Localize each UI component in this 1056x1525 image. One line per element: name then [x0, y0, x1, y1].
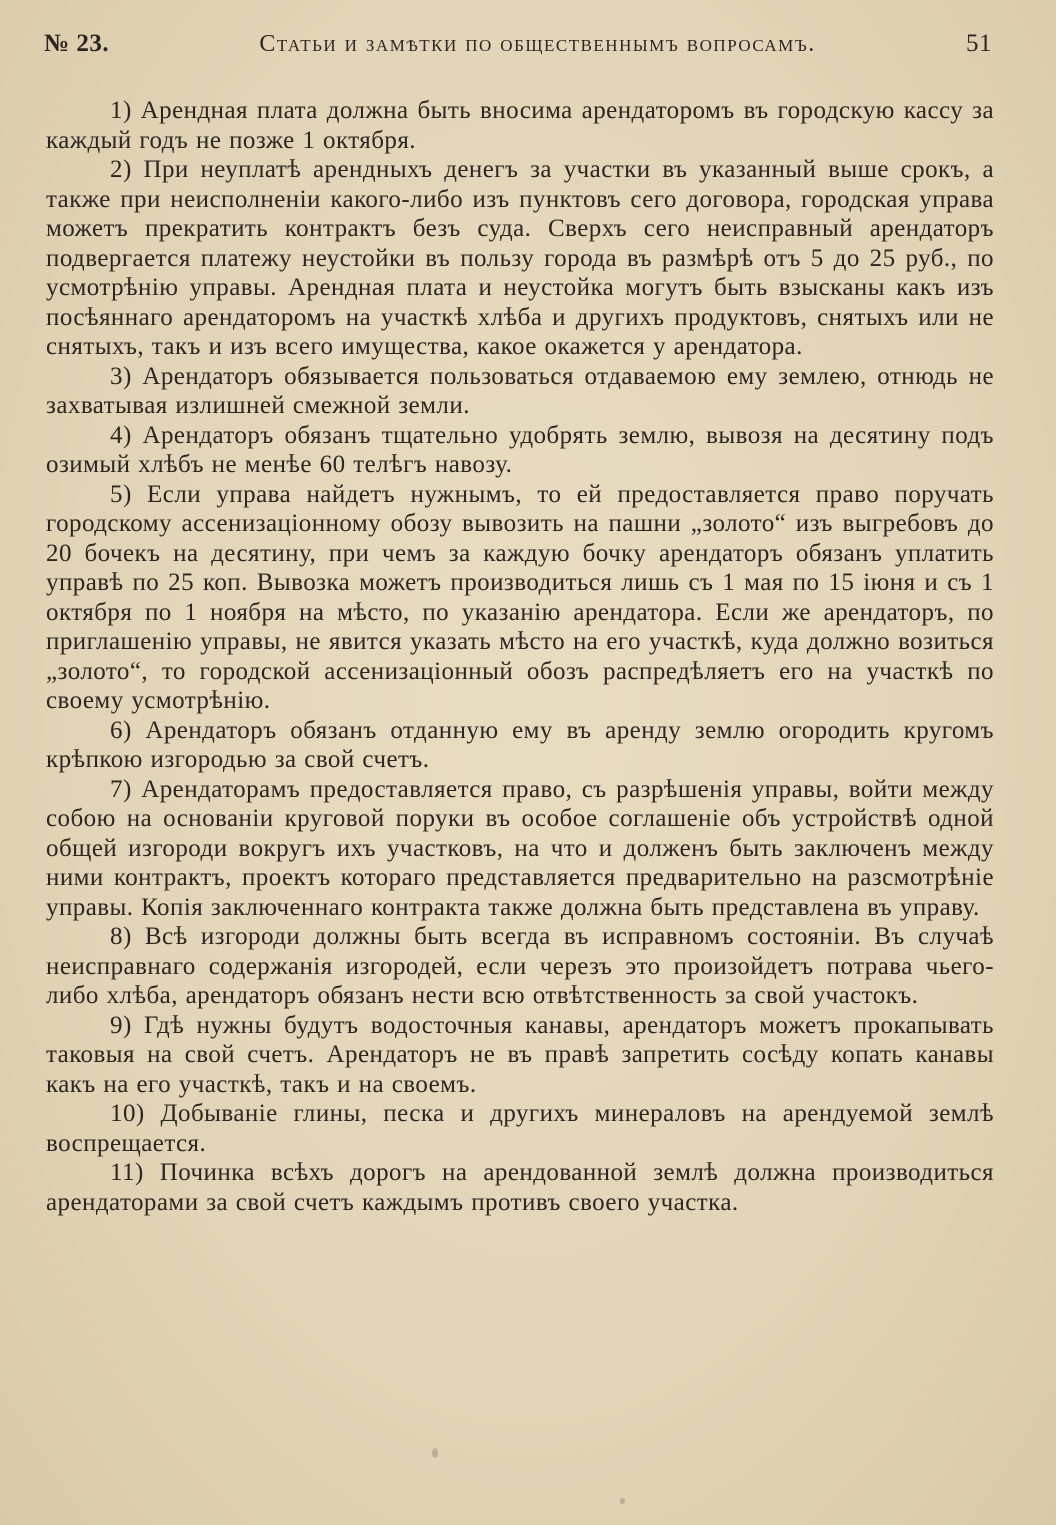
page-number: 51	[966, 30, 992, 57]
ink-speck	[432, 1448, 438, 1458]
paragraph-5: 5) Если управа найдетъ нужнымъ, то ей предоставляется право поручать городскому ассенизаціонному обозу вывозить на пашни „золото“ изъ выгребовъ до 20 бочекъ на десятину, при чемъ за каждую бочку арендаторъ обязанъ уплатить управѣ по 25 коп. Вывозка можетъ производиться лишь съ 1 мая по 15 іюня и съ 1 октября по 1 ноября на мѣсто, по указанію арендатора. Если же арендаторъ, по приглашенію управы, не явится указать мѣсто на его участкѣ, куда должно возиться „золото“, то городской ассенизаціонный обозъ распредѣляетъ его на участкѣ по своему усмотрѣнію.	[46, 480, 994, 714]
paragraph-4: 4) Арендаторъ обязанъ тщательно удобрять землю, вывозя на десятину подъ озимый хлѣбъ не менѣе 60 телѣгъ навозу.	[46, 421, 994, 478]
paragraph-2: 2) При неуплатѣ арендныхъ денегъ за участки въ указанный выше срокъ, а также при неисполненіи какого-либо изъ пунктовъ сего договора, городская управа можетъ прекратить контрактъ безъ суда. Сверхъ сего неисправный арендаторъ подвергается платежу неустойки въ пользу города въ размѣрѣ отъ 5 до 25 руб., по усмотрѣнію управы. Арендная плата и неустойка могутъ быть взысканы какъ изъ посѣяннаго арендаторомъ на участкѣ хлѣба и другихъ продуктовъ, снятыхъ или не снятыхъ, такъ и изъ всего имущества, какое окажется у арендатора.	[46, 156, 994, 360]
paragraph-1: 1) Арендная плата должна быть вносима арендаторомъ въ городскую кассу за каждый годъ не позже 1 октября.	[46, 97, 994, 154]
page-body	[46, 96, 994, 1217]
paragraph-7: 7) Арендаторамъ предоставляется право, съ разрѣшенія управы, войти между собою на основаніи круговой поруки въ особое соглашеніе объ устройствѣ одной общей изгороди вокругъ ихъ участковъ, на что и долженъ быть заключенъ между ними контрактъ, проектъ котораго представляется предварительно на разсмотрѣніе управы. Копія заключеннаго контракта также должна быть представлена въ управу.	[46, 775, 994, 921]
paragraph-9: 9) Гдѣ нужны будутъ водосточныя канавы, арендаторъ можетъ прокапывать таковыя на свой счетъ. Арендаторъ не въ правѣ запретить сосѣду копать канавы какъ на его участкѣ, такъ и на своемъ.	[46, 1011, 994, 1098]
ink-speck	[620, 1498, 625, 1504]
paragraph-8: 8) Всѣ изгороди должны быть всегда въ исправномъ состояніи. Въ случаѣ неисправнаго содержанія изгородей, если черезъ это произойдетъ потрава чьего-либо хлѣба, арендаторъ обязанъ нести всю отвѣтственность за свой участокъ.	[46, 923, 994, 1009]
paragraph-11: 11) Починка всѣхъ дорогъ на арендованной землѣ должна производиться арендаторами за свой счетъ каждымъ противъ своего участка.	[46, 1159, 994, 1216]
issue-number: № 23.	[44, 30, 110, 57]
page-header	[44, 30, 992, 66]
paragraph-6: 6) Арендаторъ обязанъ отданную ему въ аренду землю огородить кругомъ крѣпкою изгородью за свой счетъ.	[46, 716, 994, 773]
running-title: Статьи и замѣтки по общественнымъ вопросамъ.	[259, 31, 816, 57]
paragraph-10: 10) Добываніе глины, песка и другихъ минераловъ на арендуемой землѣ воспрещается.	[46, 1100, 994, 1157]
paragraph-3: 3) Арендаторъ обязывается пользоваться отдаваемою ему землею, отнюдь не захватывая излишней смежной земли.	[46, 362, 994, 419]
